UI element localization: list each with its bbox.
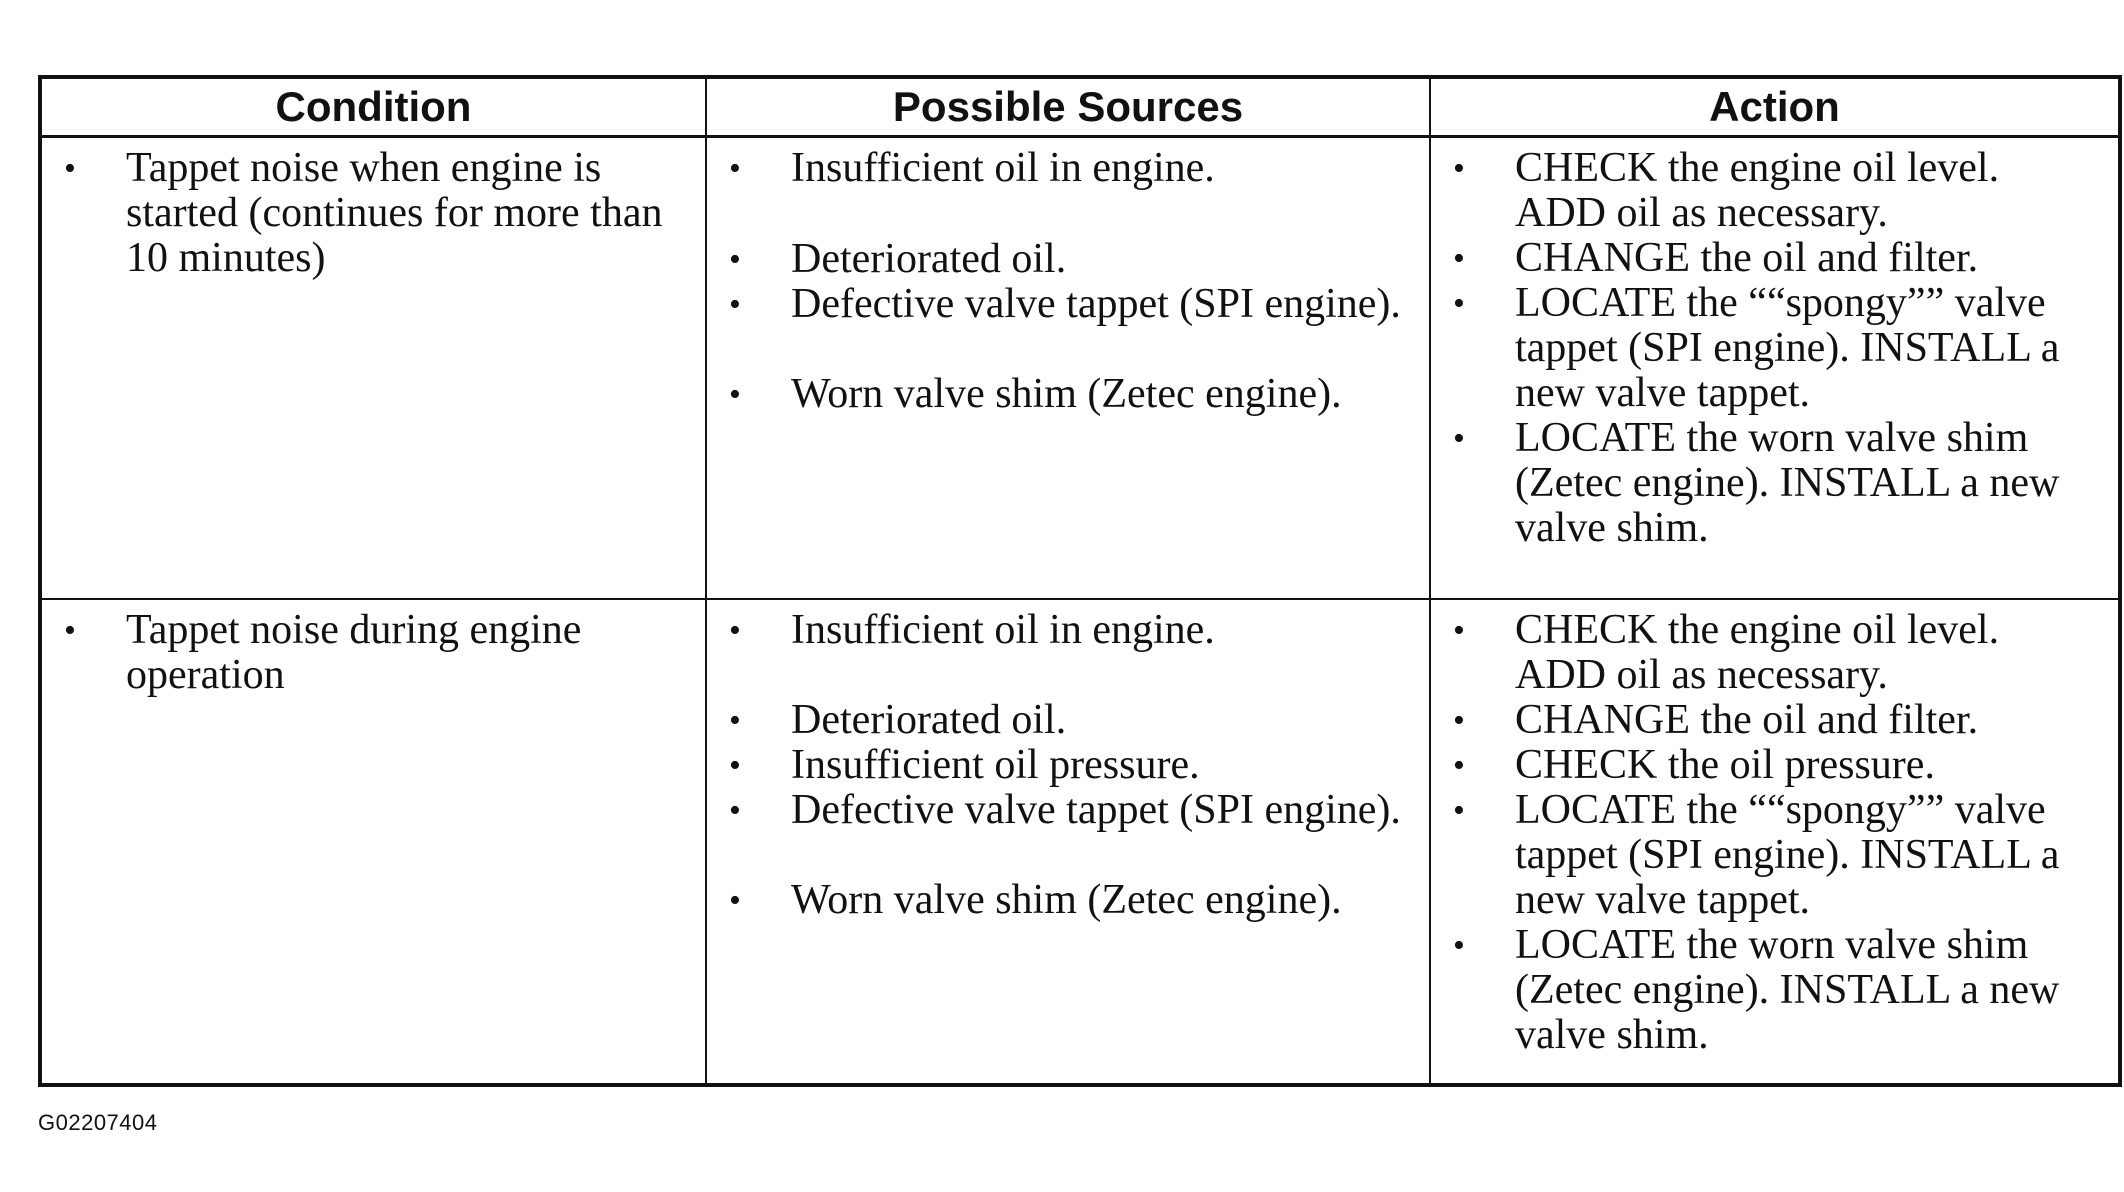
source-item: • Worn valve shim (Zetec engine). — [729, 372, 1409, 417]
source-item: • Deteriorated oil. — [729, 698, 1409, 743]
action-item: • CHANGE the oil and filter. — [1453, 236, 2098, 281]
action-item: • CHECK the engine oil level. ADD oil as necessary. — [1453, 146, 2098, 236]
condition-item: • Tappet noise when engine is started (continues for more than 10 minutes) — [64, 146, 685, 281]
source-item: • Defective valve tappet (SPI engine). — [729, 282, 1409, 327]
figure-id: G02207404 — [38, 1110, 158, 1135]
source-item: • Worn valve shim (Zetec engine). — [729, 878, 1409, 923]
action-cell — [1430, 137, 2120, 599]
condition-item: • Tappet noise during engine operation — [64, 608, 685, 698]
action-item: • LOCATE the ““spongy”” valve tappet (SPI engine). INSTALL a new valve tappet. — [1453, 788, 2098, 923]
action-header: Action — [1430, 77, 2120, 137]
action-item: • LOCATE the worn valve shim (Zetec engine). INSTALL a new valve shim. — [1453, 416, 2098, 551]
table-row — [40, 599, 2120, 1086]
source-item: • Insufficient oil in engine. — [729, 146, 1409, 191]
action-item: • CHANGE the oil and filter. — [1453, 698, 2098, 743]
diagnosis-table — [38, 75, 2122, 1087]
source-item: • Insufficient oil pressure. — [729, 743, 1409, 788]
table-row — [40, 137, 2120, 599]
action-item: • CHECK the engine oil level. ADD oil as necessary. — [1453, 608, 2098, 698]
source-item: • Insufficient oil in engine. — [729, 608, 1409, 653]
condition-header: Condition — [40, 77, 706, 137]
action-item: • LOCATE the worn valve shim (Zetec engine). INSTALL a new valve shim. — [1453, 923, 2098, 1058]
action-item: • LOCATE the ““spongy”” valve tappet (SPI engine). INSTALL a new valve tappet. — [1453, 281, 2098, 416]
possible-sources-header: Possible Sources — [706, 77, 1430, 137]
condition-cell — [40, 599, 706, 1086]
action-cell — [1430, 599, 2120, 1086]
header-row — [40, 77, 2120, 137]
sources-cell — [706, 599, 1430, 1086]
condition-cell — [40, 137, 706, 599]
source-item: • Defective valve tappet (SPI engine). — [729, 788, 1409, 833]
source-item: • Deteriorated oil. — [729, 237, 1409, 282]
sources-cell — [706, 137, 1430, 599]
action-item: • CHECK the oil pressure. — [1453, 743, 2098, 788]
